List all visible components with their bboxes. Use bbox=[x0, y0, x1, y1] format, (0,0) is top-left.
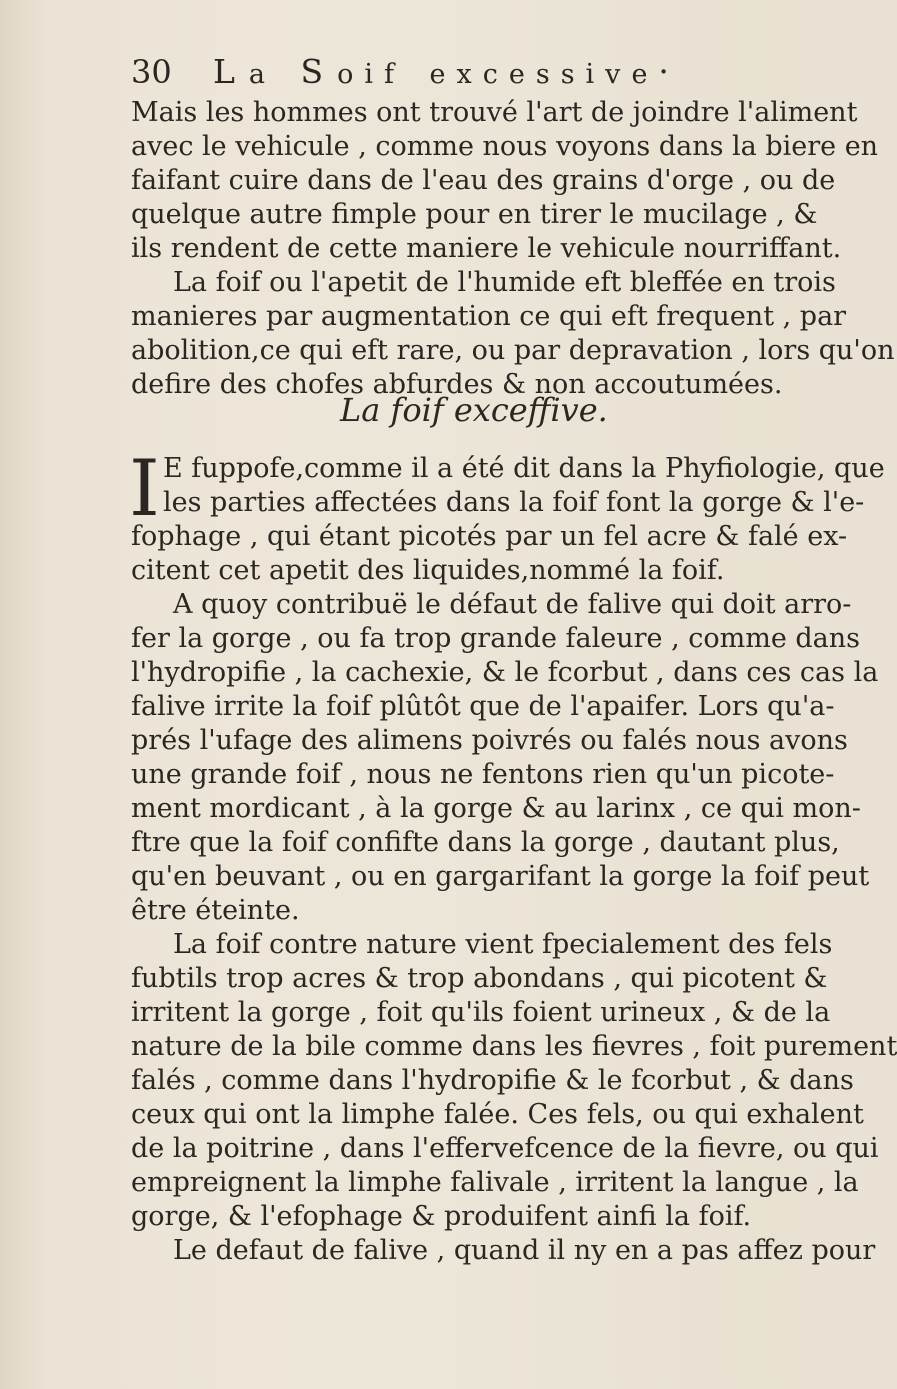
text-line: quelque autre fimple pour en tirer le mucilage , & bbox=[131, 199, 818, 230]
text-line: ftre que la foif confifte dans la gorge , dautant plus, bbox=[131, 827, 840, 858]
text-line: fer la gorge , ou fa trop grande faleure , comme dans bbox=[131, 623, 861, 654]
text-line: La foif ou l'apetit de l'humide eft bleffée en trois bbox=[173, 267, 836, 298]
text-line: avec le vehicule , comme nous voyons dans la biere en bbox=[131, 131, 879, 162]
text-line: fophage , qui étant picotés par un fel acre & falé ex- bbox=[131, 521, 848, 552]
text-line: Mais les hommes ont trouvé l'art de joindre l'aliment bbox=[131, 97, 858, 128]
drop-cap: I bbox=[129, 444, 160, 534]
text-line: de la poitrine , dans l'effervefcence de la fievre, ou qui bbox=[131, 1133, 879, 1164]
text-line: defire des chofes abfurdes & non accoutumées. bbox=[131, 369, 783, 400]
text-line: les parties affectées dans la foif font la gorge & l'e- bbox=[163, 487, 865, 518]
text-line: Le defaut de falive , quand il ny en a pas affez pour bbox=[173, 1235, 876, 1266]
text-line: fubtils trop acres & trop abondans , qui picotent & bbox=[131, 963, 828, 994]
text-line: ceux qui ont la limphe falée. Ces fels, ou qui exhalent bbox=[131, 1099, 864, 1130]
running-head: La Soif excessive· bbox=[213, 52, 683, 91]
text-line: faifant cuire dans de l'eau des grains d'orge , ou de bbox=[131, 165, 836, 196]
text-line: l'hydropifie , la cachexie, & le fcorbut , dans ces cas la bbox=[131, 657, 879, 688]
section-title: La foif exceffive. bbox=[340, 391, 608, 429]
text-line: A quoy contribuë le défaut de falive qui doit arro- bbox=[173, 589, 852, 620]
text-line: irritent la gorge , foit qu'ils foient urineux , & de la bbox=[131, 997, 831, 1028]
text-line: une grande foif , nous ne fentons rien qu'un picote- bbox=[131, 759, 835, 790]
text-line: empreignent la limphe falivale , irritent la langue , la bbox=[131, 1167, 859, 1198]
text-line: prés l'ufage des alimens poivrés ou falés nous avons bbox=[131, 725, 848, 756]
text-line: E fuppofe,comme il a été dit dans la Phyfiologie, que bbox=[163, 453, 885, 484]
text-line: La foif contre nature vient fpecialement des fels bbox=[173, 929, 833, 960]
text-line: gorge, & l'efophage & produifent ainfi la foif. bbox=[131, 1201, 752, 1232]
text-line: manieres par augmentation ce qui eft frequent , par bbox=[131, 301, 847, 332]
page-number: 30 bbox=[131, 53, 172, 91]
text-line: ils rendent de cette maniere le vehicule nourriffant. bbox=[131, 233, 842, 264]
text-line: falés , comme dans l'hydropifie & le fcorbut , & dans bbox=[131, 1065, 854, 1096]
text-line: abolition,ce qui eft rare, ou par depravation , lors qu'on bbox=[131, 335, 895, 366]
text-line: être éteinte. bbox=[131, 895, 300, 926]
text-line: nature de la bile comme dans les fievres , foit purement bbox=[131, 1031, 897, 1062]
text-line: citent cet apetit des liquides,nommé la foif. bbox=[131, 555, 725, 586]
text-line: ment mordicant , à la gorge & au larinx , ce qui mon- bbox=[131, 793, 861, 824]
text-line: qu'en beuvant , ou en gargarifant la gorge la foif peut bbox=[131, 861, 870, 892]
text-line: falive irrite la foif plûtôt que de l'apaifer. Lors qu'a- bbox=[131, 691, 835, 722]
